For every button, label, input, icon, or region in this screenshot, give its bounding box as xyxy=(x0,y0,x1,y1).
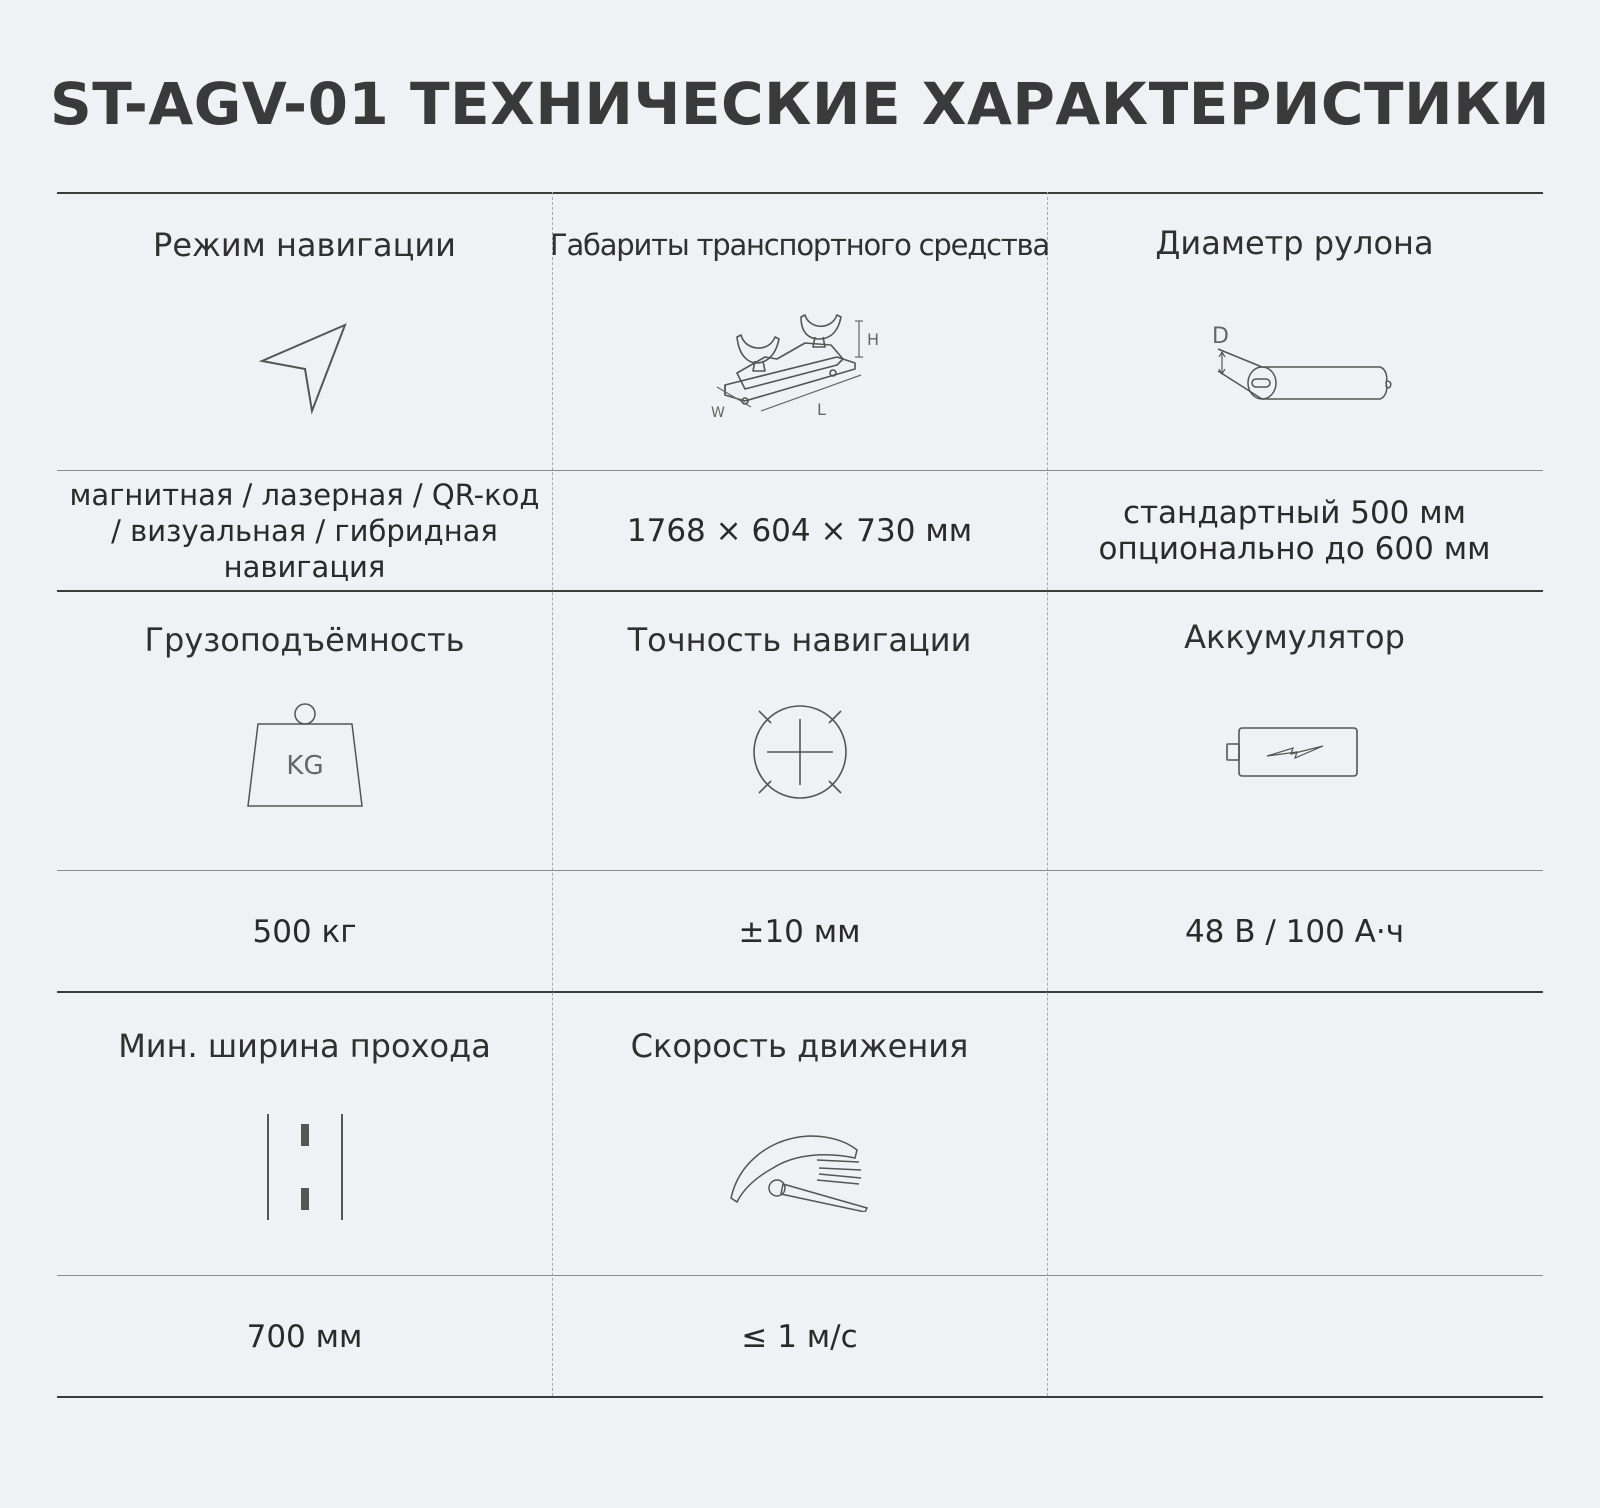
spec-value-travel-speed xyxy=(552,1277,1047,1396)
spec-label: Габариты транспортного средства xyxy=(550,228,1050,262)
spec-value: 700 мм xyxy=(246,1318,363,1355)
roll-diameter-icon xyxy=(1047,302,1542,422)
spec-label-travel-speed xyxy=(552,1021,1047,1071)
table-rule xyxy=(57,1275,1543,1276)
spec-value: 500 кг xyxy=(252,913,357,950)
spec-value-navigation-accuracy xyxy=(552,872,1047,991)
spec-value-battery xyxy=(1047,872,1542,991)
lane-width-icon xyxy=(57,1107,552,1227)
spec-label-battery xyxy=(1047,612,1542,662)
spec-value: ≤ 1 м/с xyxy=(741,1318,858,1355)
spec-label-navigation-mode xyxy=(57,220,552,270)
spec-value-vehicle-dimensions xyxy=(552,472,1047,590)
spec-label-load-capacity xyxy=(57,615,552,665)
spec-label: Диаметр рулона xyxy=(1155,224,1434,262)
diameter-label: D xyxy=(1211,324,1229,349)
page-title: ST-AGV-01 ТЕХНИЧЕСКИЕ ХАРАКТЕРИСТИКИ xyxy=(49,70,1551,138)
battery-icon xyxy=(1047,702,1542,802)
spec-label-roll-diameter xyxy=(1047,218,1542,268)
spec-value: стандартный 500 мм xyxy=(1122,495,1467,531)
table-rule xyxy=(57,991,1543,993)
kg-label: KG xyxy=(285,751,324,781)
spec-label: Грузоподъёмность xyxy=(144,621,465,659)
width-dimension-label: W xyxy=(710,405,725,421)
table-rule xyxy=(57,870,1543,871)
navigation-arrow-icon xyxy=(57,312,552,422)
spec-label: Скорость движения xyxy=(630,1027,969,1065)
spec-label-min-aisle-width xyxy=(57,1021,552,1071)
spec-label: Аккумулятор xyxy=(1184,618,1405,656)
table-rule xyxy=(57,590,1543,592)
length-dimension-label: L xyxy=(816,400,826,419)
crosshair-icon xyxy=(552,692,1047,812)
table-rule xyxy=(57,1396,1543,1398)
speedometer-icon xyxy=(552,1112,1047,1222)
weight-icon xyxy=(57,697,552,817)
spec-value: 1768 × 604 × 730 мм xyxy=(626,513,973,549)
spec-value: ±10 мм xyxy=(738,913,861,950)
spec-value-roll-diameter xyxy=(1047,472,1542,590)
table-rule xyxy=(57,470,1543,471)
spec-value: магнитная / лазерная / QR-код / визуальная / гибридная навигация xyxy=(69,478,540,584)
spec-label: Мин. ширина прохода xyxy=(118,1027,491,1065)
spec-value: 48 В / 100 А·ч xyxy=(1184,913,1405,950)
vehicle-dimensions-icon xyxy=(552,302,1047,432)
spec-label-navigation-accuracy xyxy=(552,615,1047,665)
spec-value: опционально до 600 мм xyxy=(1098,531,1491,567)
spec-value-load-capacity xyxy=(57,872,552,991)
spec-value-min-aisle-width xyxy=(57,1277,552,1396)
table-rule xyxy=(57,192,1543,194)
height-dimension-label: H xyxy=(866,330,879,349)
spec-label-vehicle-dimensions xyxy=(550,220,1050,270)
spec-label: Точность навигации xyxy=(627,621,972,659)
spec-value-navigation-mode xyxy=(57,472,552,590)
spec-label: Режим навигации xyxy=(153,226,456,264)
